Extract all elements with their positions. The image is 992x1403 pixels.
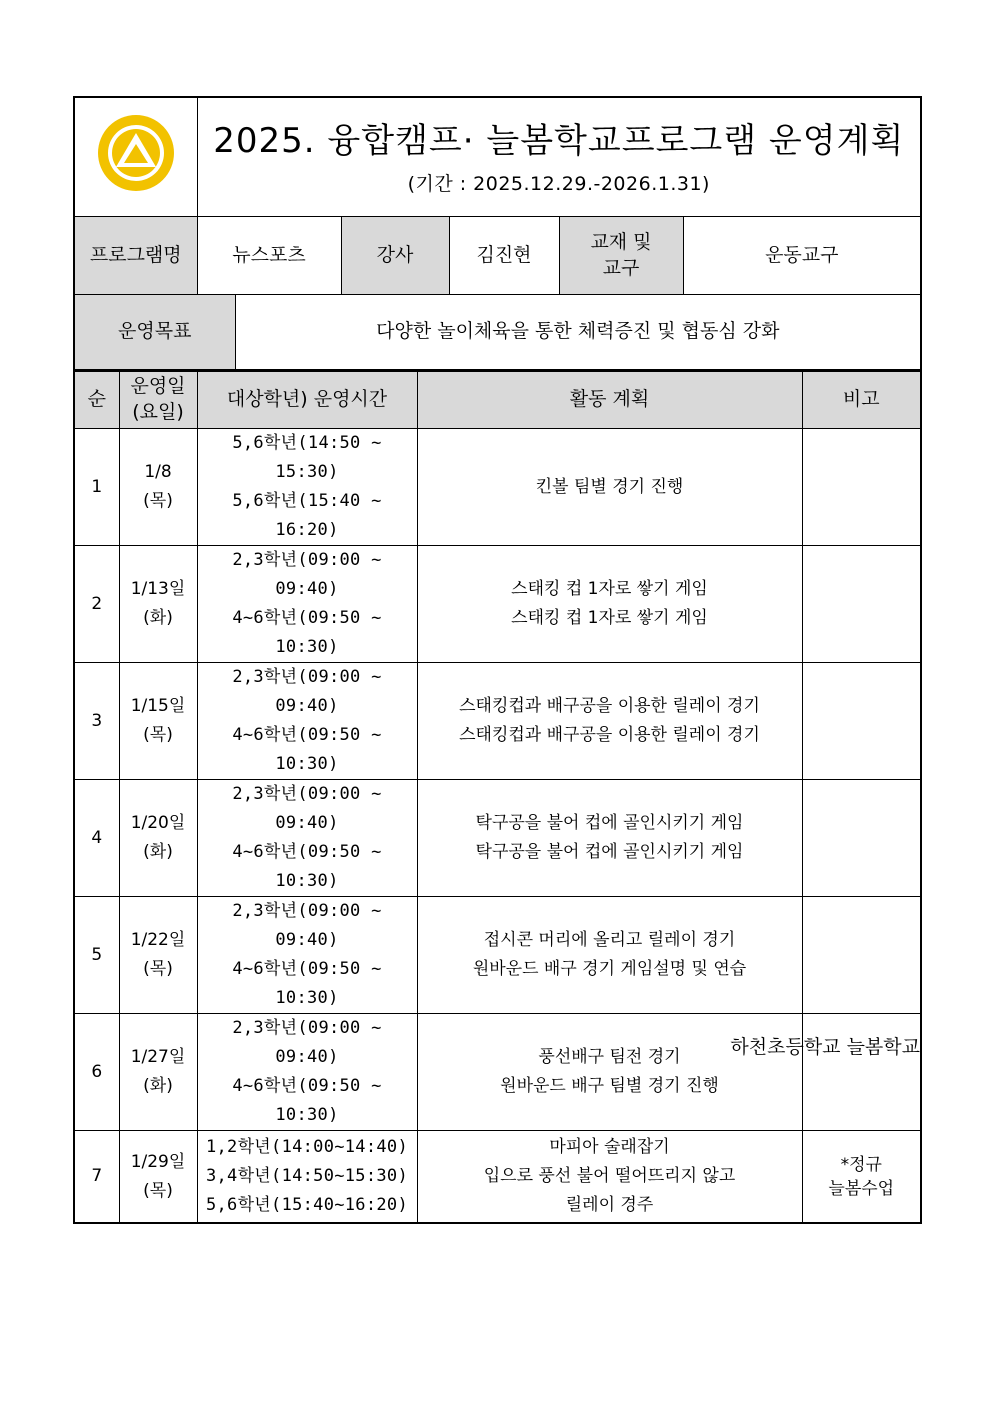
row-times [197, 1014, 417, 1131]
row-day-value: (목) [143, 491, 173, 511]
schedule-row [74, 1131, 921, 1224]
goal-label: 운영목표 [74, 295, 235, 371]
row-time-slot: 4~6학년(09:50 ~ 10:30) [232, 1076, 382, 1125]
row-time-slot: 3,4학년(14:50~15:30) [205, 1166, 408, 1186]
materials-label-line-2: 교구 [602, 256, 640, 279]
row-activity-line: 릴레이 경주 [565, 1195, 654, 1215]
row-times [197, 897, 417, 1014]
row-activity-line: 풍선배구 팀전 경기 [538, 1047, 681, 1067]
row-number: 6 [74, 1014, 119, 1131]
period-text: (기간 : 2025.12.29.-2026.1.31) [407, 172, 710, 195]
row-number: 5 [74, 897, 119, 1014]
row-time-slot: 4~6학년(09:50 ~ 10:30) [232, 725, 382, 774]
col-header-time: 대상학년) 운영시간 [197, 371, 417, 429]
col-header-date-line-2: (요일) [132, 401, 184, 423]
row-time-slot: 2,3학년(09:00 ~ 09:40) [232, 1018, 382, 1067]
row-time-slot: 4~6학년(09:50 ~ 10:30) [232, 608, 382, 657]
schedule-row [74, 429, 921, 546]
row-number: 4 [74, 780, 119, 897]
row-time-slot: 2,3학년(09:00 ~ 09:40) [232, 550, 382, 599]
schedule-row [74, 897, 921, 1014]
row-date [119, 1131, 197, 1224]
row-time-slot: 2,3학년(09:00 ~ 09:40) [232, 901, 382, 950]
goal-value: 다양한 놀이체육을 통한 체력증진 및 협동심 강화 [235, 295, 921, 371]
row-activity-line: 스태킹컵과 배구공을 이용한 릴레이 경기 [459, 696, 760, 716]
row-date [119, 897, 197, 1014]
row-time-slot: 2,3학년(09:00 ~ 09:40) [232, 667, 382, 716]
program-label: 프로그램명 [74, 217, 197, 295]
row-note [802, 429, 921, 546]
row-date [119, 780, 197, 897]
instructor-value: 김진현 [449, 217, 559, 295]
schedule-table [73, 370, 922, 1224]
row-times [197, 429, 417, 546]
row-number: 2 [74, 546, 119, 663]
schedule-row [74, 663, 921, 780]
schedule-body [74, 429, 921, 1224]
row-times [197, 1131, 417, 1224]
row-activity-line: 스태킹 컵 1자로 쌓기 게임 [511, 608, 708, 628]
footer-school-name: 하천초등학교 늘봄학교 [730, 1036, 920, 1058]
col-header-no: 순 [74, 371, 119, 429]
row-activity-line: 탁구공을 불어 컵에 골인시키기 게임 [475, 813, 744, 833]
logo-cell [74, 97, 197, 217]
row-activities [417, 897, 802, 1014]
row-activities [417, 663, 802, 780]
row-time-slot: 4~6학년(09:50 ~ 10:30) [232, 842, 382, 891]
row-time-slot: 2,3학년(09:00 ~ 09:40) [232, 784, 382, 833]
materials-label-line-1: 교재 및 [590, 230, 652, 253]
row-time-slot: 4~6학년(09:50 ~ 10:30) [232, 959, 382, 1008]
row-activities [417, 429, 802, 546]
row-activity-line: 접시콘 머리에 올리고 릴레이 경기 [483, 930, 736, 950]
row-date [119, 663, 197, 780]
row-number: 3 [74, 663, 119, 780]
title-cell [197, 97, 921, 217]
row-date-value: 1/27일 [130, 1047, 186, 1067]
row-activities [417, 780, 802, 897]
schedule-row [74, 780, 921, 897]
row-date-value: 1/15일 [130, 696, 186, 716]
row-activities [417, 546, 802, 663]
row-day-value: (화) [143, 1076, 173, 1096]
materials-value: 운동교구 [683, 217, 921, 295]
col-header-date [119, 371, 197, 429]
row-number: 1 [74, 429, 119, 546]
row-note [802, 1131, 921, 1224]
row-activity-line: 입으로 풍선 불어 떨어뜨리지 않고 [483, 1166, 736, 1186]
row-day-value: (목) [143, 959, 173, 979]
row-date-value: 1/29일 [130, 1151, 186, 1172]
row-date-value: 1/13일 [130, 579, 186, 599]
row-activities [417, 1131, 802, 1224]
row-number: 7 [74, 1131, 119, 1224]
row-activity-line: 마피아 술래잡기 [549, 1137, 670, 1157]
row-day-value: (목) [143, 1180, 173, 1201]
page-title: 2025. 융합캠프· 늘봄학교프로그램 운영계획 [213, 120, 905, 161]
row-time-slot: 5,6학년(15:40 ~ 16:20) [232, 491, 382, 540]
program-value: 뉴스포츠 [197, 217, 341, 295]
row-day-value: (화) [143, 842, 173, 862]
row-date [119, 1014, 197, 1131]
row-date [119, 546, 197, 663]
row-note [802, 663, 921, 780]
row-date-value: 1/22일 [130, 930, 186, 950]
row-time-slot: 5,6학년(14:50 ~ 15:30) [232, 433, 382, 482]
row-note [802, 780, 921, 897]
row-note-line: 늘봄수업 [828, 1178, 895, 1199]
row-time-slot: 1,2학년(14:00~14:40) [205, 1137, 408, 1157]
row-activity-line: 스태킹 컵 1자로 쌓기 게임 [511, 579, 708, 599]
row-activity-line: 원바운드 배구 팀별 경기 진행 [500, 1076, 719, 1096]
row-note [802, 546, 921, 663]
row-day-value: (목) [143, 725, 173, 745]
row-activity-line: 원바운드 배구 경기 게임설명 및 연습 [472, 959, 747, 979]
row-note [802, 897, 921, 1014]
row-activity-line: 탁구공을 불어 컵에 골인시키기 게임 [475, 842, 744, 862]
instructor-label: 강사 [341, 217, 449, 295]
row-times [197, 663, 417, 780]
row-date-value: 1/8 [144, 462, 172, 482]
row-day-value: (화) [143, 608, 173, 628]
row-times [197, 546, 417, 663]
materials-label [559, 217, 683, 295]
row-time-slot: 5,6학년(15:40~16:20) [205, 1195, 408, 1215]
row-date-value: 1/20일 [130, 813, 186, 833]
program-info-table [73, 96, 922, 371]
row-activity-line: 스태킹컵과 배구공을 이용한 릴레이 경기 [459, 725, 760, 745]
row-note-line: *정규 [840, 1154, 882, 1175]
row-activity-line: 킨볼 팀별 경기 진행 [535, 476, 684, 497]
col-header-note: 비고 [802, 371, 921, 429]
row-date [119, 429, 197, 546]
schedule-row [74, 546, 921, 663]
row-times [197, 780, 417, 897]
col-header-date-line-1: 운영일 [130, 375, 186, 398]
school-emblem-icon [94, 111, 178, 195]
col-header-activity: 활동 계획 [417, 371, 802, 429]
